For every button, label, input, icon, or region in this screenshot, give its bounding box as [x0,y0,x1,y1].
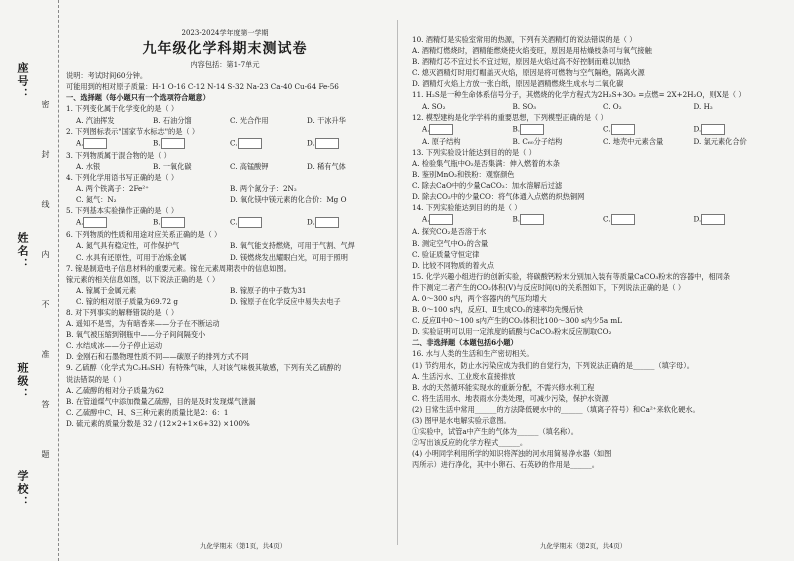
option-item: B. [153,137,230,150]
option-item: B. 一氧化碳 [153,161,192,171]
question-line: 7. 镓是制造电子信息材料的重要元素。镓在元素周期表中的信息如图。 [66,263,291,273]
option-item: D. 氧化镁中镁元素的化合价：Mg O [230,195,347,205]
question-line: 丙所示）进行净化，其中小卵石、石英砂的作用是______。 [412,460,599,470]
question-line: 12. 模型建构是化学学科的重要思想，下列模型正确的是（ ） [412,112,608,122]
option-item: C. 氮气：N₂ [76,195,117,205]
option-item: B. 两个氮分子：2N₂ [230,184,297,194]
question-line: D. 金刚石和石墨物理性质不同——碳原子的排列方式不同 [66,352,249,362]
option-item: D. [694,123,785,136]
option-item: B. 石油分馏 [153,115,192,125]
question-line: (4) 小明同学利用所学的知识将浑浊的河水用简易净水器（如图 [412,449,612,459]
question-line: B. 水的天然循环能实现水的重新分配，不需兴修水利工程 [412,382,595,392]
question-line: 3. 下列物质属于混合物的是（ ） [66,150,171,160]
right-page [412,34,784,470]
option-item: A. SO₂ [422,101,446,111]
option-item: C. 地壳中元素含量 [603,136,664,146]
option-row [66,194,384,205]
question-line: (1) 节约用水，防止水污染应成为我们的自觉行为，下列说法正确的是______（填字母）。 [412,360,694,370]
option-row [66,296,384,307]
question-line: 11. H₂S是一种生命体系信号分子，其燃烧的化学方程式为2H₂S+3O₂ =点燃= 2X+2H₂O，则X是（ ） [412,90,746,100]
option-item: A. 氮气具有稳定性，可作保护气 [76,241,180,251]
option-item: C. 镓的相对原子质量为69.72 g [76,296,178,306]
option-item: A. 镓属于金属元素 [76,285,137,295]
question-line: C. 验证质量守恒定律 [412,249,480,259]
figure-image [520,124,544,135]
option-item: C. 光合作用 [230,115,269,125]
option-row [66,240,384,251]
option-item: C. [230,216,307,229]
option-item: A. [422,123,513,136]
option-row [66,161,384,172]
option-item: A. 两个铁离子：2Fe²⁺ [76,184,149,194]
seat-label: 座号： [16,62,29,101]
question-line: (3) 图甲是水电解实验示意图。 [412,416,511,425]
seal-char: 内 [41,250,50,258]
seal-char: 线 [41,200,50,208]
question-line: A. 检验集气瓶中O₂是否集满：伸入燃着的木条 [412,158,560,168]
option-item: A. [76,216,153,229]
option-item: D. [694,213,785,226]
question-line: (2) 日常生活中常用______的方法降低硬水中的______（填离子符号）和Ca²⁺来软化硬水。 [412,404,700,414]
option-item: B. 镓原子的中子数为31 [230,285,307,295]
figure-image [701,124,725,135]
figure-image [611,124,635,135]
option-item: B. C₆₀分子结构 [512,136,563,146]
exam-note: 说明：考试时间60分钟。 [66,71,148,81]
option-item: D. 氯元素化合价 [693,136,747,146]
option-item: A. 水银 [76,161,101,171]
question-line: B. 在管道煤气中添加微量乙硫醇，目的是及时发现煤气泄漏 [66,396,256,406]
page-divider [397,20,398,545]
figure-image [161,217,185,228]
figure-image [238,217,262,228]
figure-image [611,214,635,225]
option-item: B. [513,213,604,226]
seal-char: 不 [41,300,50,308]
option-row [66,137,384,150]
left-page [66,28,384,429]
option-item: C. [230,137,307,150]
option-item: B. 氧气能支持燃烧，可用于气割、气焊 [230,241,355,251]
option-item: A. [76,137,153,150]
question-line: B. 测定空气中O₂的含量 [412,238,489,248]
option-item: B. SO₃ [512,101,537,111]
question-line: 5. 下列基本实验操作正确的是（ ） [66,206,179,216]
option-item: B. [153,216,230,229]
question-line: C. 除去CaO中的少量CaCO₃：加水溶解后过滤 [412,181,563,191]
question-line: A. 生活污水、工业废水直接排放 [412,371,516,381]
option-item: D. [307,216,384,229]
figure-image [520,214,544,225]
question-line: 6. 下列物质的性质和用途对应关系正确的是（ ） [66,230,222,240]
question-line: B. 氧气被压缩到钢瓶中——分子间间隔变小 [66,330,206,340]
question-line: 8. 对下列事实的解释错误的是（ ） [66,307,179,317]
question-line: 15. 化学兴趣小组进行的创新实验，将碳酸钙粉末分别加入装有等质量CaCO₃粉末的容器中，相同条 [412,271,731,281]
option-item: C. 高锰酸钾 [230,161,269,171]
question-line: 4. 下列化学用语书写正确的是（ ） [66,172,179,182]
question-line: D. 硫元素的质量分数是 32 / (12×2+1×6+32) ×100% [66,418,250,428]
question-line: A. 遥知不是雪，为有暗香来——分子在不断运动 [66,319,220,329]
question-line: A. 探究CO₂是否溶于水 [412,227,487,237]
option-row [412,136,784,147]
question-line: A. 0～300 s内，两个容器内的气压均增大 [412,293,547,303]
question-line: C. 将生活用水、地表雨水分类处理，可减少污染，保护水资源 [412,393,609,403]
page-footer-left: 九化学期末（第1页，共4页） [200,542,287,550]
question-line: D. 实验证明可以用一定浓度的硫酸与CaCO₃粉末反应制取CO₂ [412,327,612,337]
question-line: B. 鉴别MnO₂和铁粉：观察颜色 [412,170,515,180]
option-row [66,183,384,194]
option-row [66,285,384,296]
class-label: 班级： [16,362,29,401]
question-line: ②写出该反应的化学方程式______。 [412,438,528,448]
page-footer-right: 九化学期末（第2页，共4页） [540,542,627,550]
option-item: D. 稀有气体 [307,161,346,171]
option-row [412,101,784,112]
exam-scope: 内容包括：第1-7单元 [190,60,260,70]
question-line: D. 酒精灯火焰上方放一张白纸，原因是酒精燃烧生成水与二氧化碳 [412,79,624,89]
question-line: A. 乙硫醇的相对分子质量为62 [66,385,164,395]
figure-image [315,138,339,149]
option-item: D. 镓原子在化学反应中易失去电子 [230,296,341,306]
option-item: D. [307,137,384,150]
section-heading: 二、非选择题（本题包括6小题） [412,338,518,348]
figure-image [701,214,725,225]
atomic-mass-note: 可能用到的相对原子质量：H-1 O-16 C-12 N-14 S-32 Na-23 Ca-40 Cu-64 Fe-56 [66,82,339,92]
question-line: C. 反应Ⅱ中0～100 s内产生的CO₂体积比100～300 s内少5a mL [412,316,623,326]
option-item: D. H₂ [693,101,713,111]
name-label: 姓名： [16,232,29,271]
question-line: C. 水结成冰——分子停止运动 [66,341,163,351]
option-item: C. [603,213,694,226]
binding-margin [0,0,59,561]
option-row [412,213,784,226]
question-line: B. 0～100 s内，反应Ⅰ、Ⅱ生成CO₂的速率均先慢后快 [412,305,584,315]
left-questions [66,92,384,429]
option-row [412,123,784,136]
question-line: 13. 下列实验设计能达到目的的是（ ） [412,147,536,157]
seal-char: 题 [41,450,50,458]
term-label: 2023-2024学年度第一学期 [181,29,269,37]
figure-image [83,138,107,149]
seal-char: 准 [41,350,50,358]
question-line: 14. 下列实验能达到目的的是（ ） [412,203,522,213]
figure-image [429,214,453,225]
option-item: A. 原子结构 [422,136,461,146]
option-row [66,216,384,229]
right-questions [412,34,784,470]
option-item: A. 汽油挥发 [76,115,115,125]
question-line: ①实验中，试管a中产生的气体为______（填名称）。 [412,427,578,437]
question-line: 9. 乙硫醇（化学式为C₂H₅SH）有特殊气味，人对该气味极其敏感，下列有关乙硫醇的 [66,363,342,373]
question-line: 件下测定二者产生的CO₂体积(V)与反应时间(t)的关系图如下，下列说法正确的是（ ） [412,282,686,292]
seal-char: 封 [41,150,50,158]
option-item: D. 镁燃烧发出耀眼白光，可用于照明 [230,252,348,262]
option-item: C. [603,123,694,136]
option-row [66,115,384,126]
option-row [66,252,384,263]
question-line: 16. 水与人类的生活和生产密切相关。 [412,349,534,359]
question-line: A. 酒精灯燃烧时，酒精能燃烧使火焰变旺，原因是用枯燥枝条可与氧气接触 [412,46,652,56]
option-item: C. O₂ [603,101,622,111]
option-item: C. 水具有还原性，可用于冶炼金属 [76,252,187,262]
question-line: C. 熄灭酒精灯时用灯帽盖灭火焰，原因是将可燃物与空气隔绝，隔离火源 [412,68,645,78]
figure-image [429,124,453,135]
question-line: 说法错误的是（ ） [66,374,126,384]
school-label: 学校： [16,470,29,509]
seal-char: 密 [41,100,50,108]
figure-image [238,138,262,149]
question-line: 镓元素的相关信息如图，以下说法正确的是（ ） [66,274,220,284]
section-heading: 一、选择题（每小题只有一个选项符合题意） [66,93,210,103]
seal-char: 答 [41,400,50,408]
exam-title: 九年级化学科期末测试卷 [142,41,308,58]
question-line: 1. 下列变化属于化学变化的是（ ） [66,104,179,114]
figure-image [315,217,339,228]
option-item: A. [422,213,513,226]
question-line: D. 比较不同物质的着火点 [412,260,494,270]
option-item: B. [513,123,604,136]
question-line: B. 酒精灯芯不宜过长不宜过短，原因是火焰过高不好控制而难以加热 [412,57,631,67]
question-line: D. 除去CO₂中的少量CO：将气体通入点燃的炽热铜网 [412,192,585,202]
figure-image [161,138,185,149]
question-line: C. 乙硫醇中C、H、S三种元素的质量比是2：6：1 [66,407,229,417]
option-item: D. 干冰升华 [307,115,346,125]
question-line: 2. 下列图标表示"国家节水标志"的是（ ） [66,126,200,136]
question-line: 10. 酒精灯是实验室常用的热源，下列有关酒精灯的说法错误的是（ ） [412,35,637,44]
figure-image [83,217,107,228]
